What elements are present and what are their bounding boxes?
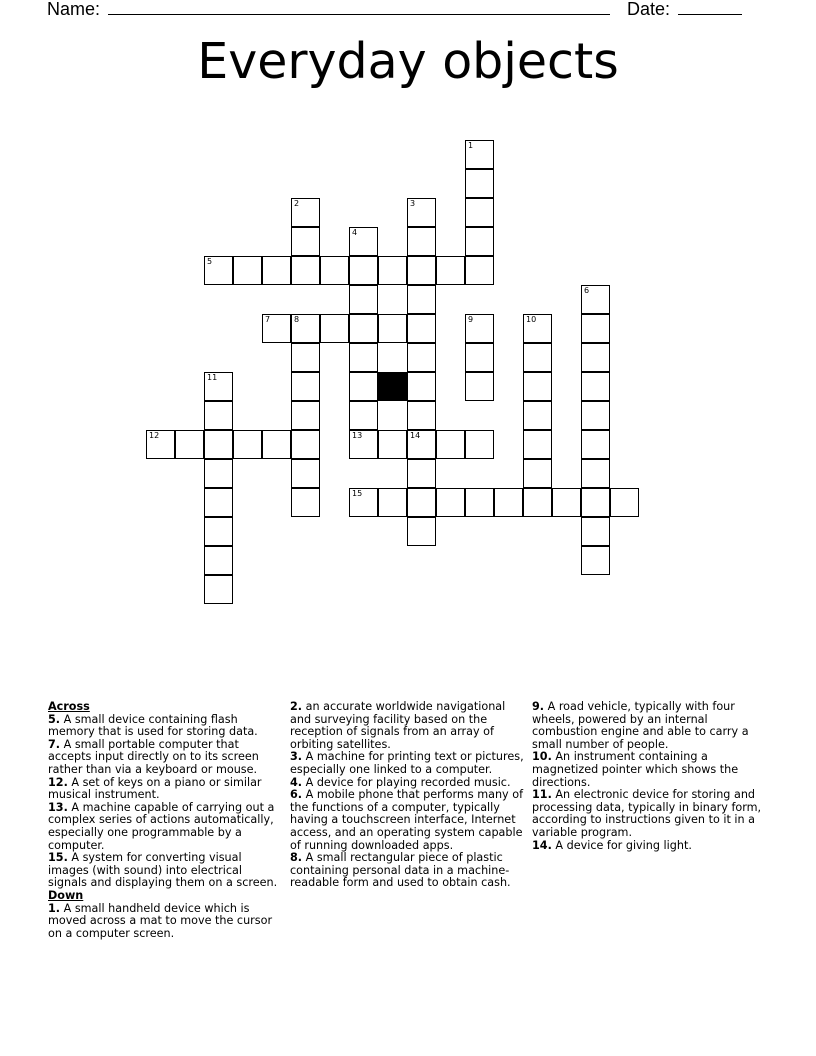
grid-cell[interactable] [204, 430, 233, 459]
clue-number: 4 [352, 228, 358, 237]
clue-number: 3 [410, 199, 416, 208]
grid-cell[interactable] [581, 314, 610, 343]
grid-cell[interactable] [349, 488, 378, 517]
grid-cell[interactable] [407, 372, 436, 401]
grid-cell[interactable] [581, 459, 610, 488]
clue-column-1 [48, 701, 284, 940]
grid-cell[interactable] [378, 314, 407, 343]
grid-cell[interactable] [465, 198, 494, 227]
grid-cell[interactable] [581, 401, 610, 430]
grid-cell[interactable] [407, 488, 436, 517]
clue-down-14: 14. A device for giving light. [532, 838, 692, 852]
grid-cell[interactable] [523, 372, 552, 401]
grid-cell[interactable] [581, 285, 610, 314]
clue-down-1: 1. A small handheld device which is moved across a mat to move the cursor on a computer screen. [48, 901, 273, 940]
grid-cell[interactable] [320, 256, 349, 285]
grid-cell[interactable] [262, 314, 291, 343]
grid-cell[interactable] [523, 314, 552, 343]
grid-cell[interactable] [581, 343, 610, 372]
grid-cell[interactable] [523, 488, 552, 517]
grid-cell[interactable] [581, 517, 610, 546]
grid-cell[interactable] [349, 314, 378, 343]
grid-cell[interactable] [262, 256, 291, 285]
grid-cell[interactable] [465, 169, 494, 198]
across-heading: Across [48, 700, 90, 713]
name-label: Name: [47, 0, 101, 19]
page-title: Everyday objects [197, 33, 619, 90]
grid-cell[interactable] [233, 430, 262, 459]
clue-down-10: 10. An instrument containing a magnetized pointer which shows the directions. [532, 750, 739, 789]
grid-cell[interactable] [407, 198, 436, 227]
grid-cell[interactable] [465, 430, 494, 459]
clue-number: 8 [294, 315, 300, 324]
grid-cell[interactable] [349, 285, 378, 314]
clue-number: 1 [468, 141, 474, 150]
clue-down-9: 9. A road vehicle, typically with four wheels, powered by an internal combustion engine and able to carry a small number of people. [532, 700, 749, 751]
grid-cell[interactable] [523, 459, 552, 488]
grid-cell[interactable] [407, 517, 436, 546]
grid-cell[interactable] [523, 343, 552, 372]
grid-cell[interactable] [494, 488, 523, 517]
grid-cell[interactable] [436, 256, 465, 285]
grid-cell[interactable] [407, 459, 436, 488]
grid-cell[interactable] [291, 401, 320, 430]
grid-cell[interactable] [581, 430, 610, 459]
grid-cell[interactable] [465, 372, 494, 401]
clue-down-11: 11. An electronic device for storing and processing data, typically in binary form, according to instructions given to it in a variable program. [532, 788, 762, 839]
black-cell [378, 372, 407, 401]
clue-column-2 [290, 701, 526, 890]
grid-cell[interactable] [436, 430, 465, 459]
grid-cell[interactable] [349, 256, 378, 285]
clue-across-15: 15. A system for converting visual images (with sound) into electrical signals and displaying them on a screen. [48, 851, 278, 890]
clue-number: 2 [294, 199, 300, 208]
grid-cell[interactable] [349, 343, 378, 372]
clue-number: 6 [584, 286, 590, 295]
grid-cell[interactable] [436, 488, 465, 517]
clue-number: 14 [410, 431, 421, 440]
grid-cell[interactable] [349, 227, 378, 256]
clue-number: 12 [149, 431, 160, 440]
clue-down-4: 4. A device for playing recorded music. [290, 775, 511, 789]
grid-cell[interactable] [581, 488, 610, 517]
grid-cell[interactable] [465, 488, 494, 517]
clue-column-3 [532, 701, 768, 852]
grid-cell[interactable] [465, 227, 494, 256]
clue-number: 10 [526, 315, 537, 324]
grid-cell[interactable] [291, 343, 320, 372]
grid-cell[interactable] [291, 314, 320, 343]
grid-cell[interactable] [204, 546, 233, 575]
grid-cell[interactable] [291, 198, 320, 227]
grid-cell[interactable] [291, 488, 320, 517]
grid-cell[interactable] [465, 256, 494, 285]
grid-cell[interactable] [291, 430, 320, 459]
grid-cell[interactable] [552, 488, 581, 517]
grid-cell[interactable] [204, 401, 233, 430]
grid-cell[interactable] [291, 227, 320, 256]
grid-cell[interactable] [320, 314, 349, 343]
down-heading: Down [48, 888, 84, 902]
grid-cell[interactable] [407, 256, 436, 285]
grid-cell[interactable] [349, 430, 378, 459]
grid-cell[interactable] [291, 256, 320, 285]
clue-down-8: 8. A small rectangular piece of plastic containing personal data in a machine-readable form and used to obtain cash. [290, 851, 511, 890]
date-label: Date: [627, 0, 671, 19]
grid-cell[interactable] [465, 343, 494, 372]
grid-cell[interactable] [465, 140, 494, 169]
clue-down-6: 6. A mobile phone that performs many of the functions of a computer, typically having a touchscreen interface, Internet access, and an operating system capable of running downloaded apps. [290, 788, 524, 852]
grid-cell[interactable] [175, 430, 204, 459]
clue-down-2: 2. an accurate worldwide navigational and surveying facility based on the reception of signals from an array of orbiting satellites. [290, 700, 506, 751]
grid-cell[interactable] [407, 343, 436, 372]
grid-cell[interactable] [349, 401, 378, 430]
grid-cell[interactable] [291, 372, 320, 401]
grid-cell[interactable] [407, 401, 436, 430]
grid-cell[interactable] [204, 459, 233, 488]
clue-number: 7 [265, 315, 271, 324]
grid-cell[interactable] [407, 430, 436, 459]
grid-cell[interactable] [204, 575, 233, 604]
grid-cell[interactable] [465, 314, 494, 343]
grid-cell[interactable] [581, 372, 610, 401]
grid-cell[interactable] [204, 372, 233, 401]
clue-down-3: 3. A machine for printing text or pictures, especially one linked to a computer. [290, 750, 524, 776]
grid-cell[interactable] [262, 430, 291, 459]
grid-cell[interactable] [233, 256, 262, 285]
grid-cell[interactable] [204, 256, 233, 285]
grid-cell[interactable] [407, 285, 436, 314]
grid-cell[interactable] [349, 372, 378, 401]
clue-number: 15 [352, 489, 363, 498]
grid-cell[interactable] [146, 430, 175, 459]
grid-cell[interactable] [610, 488, 639, 517]
clue-across-7: 7. A small portable computer that accepts input directly on to its screen rather than via a keyboard or mouse. [48, 737, 259, 776]
clue-across-5: 5. A small device containing flash memory that is used for storing data. [48, 712, 258, 739]
grid-cell[interactable] [523, 430, 552, 459]
clue-number: 13 [352, 431, 363, 440]
clue-number: 9 [468, 315, 474, 324]
grid-cell[interactable] [291, 459, 320, 488]
clue-across-12: 12. A set of keys on a piano or similar musical instrument. [48, 775, 262, 802]
grid-cell[interactable] [407, 227, 436, 256]
grid-cell[interactable] [378, 256, 407, 285]
grid-cell[interactable] [378, 430, 407, 459]
grid-cell[interactable] [204, 488, 233, 517]
grid-cell[interactable] [204, 517, 233, 546]
clue-number: 11 [207, 373, 218, 382]
grid-cell[interactable] [581, 546, 610, 575]
grid-cell[interactable] [523, 401, 552, 430]
grid-cell[interactable] [378, 488, 407, 517]
grid-cell[interactable] [407, 314, 436, 343]
clue-number: 5 [207, 257, 213, 266]
clue-across-13: 13. A machine capable of carrying out a complex series of actions automatically, especially one programmable by a computer. [48, 800, 275, 852]
